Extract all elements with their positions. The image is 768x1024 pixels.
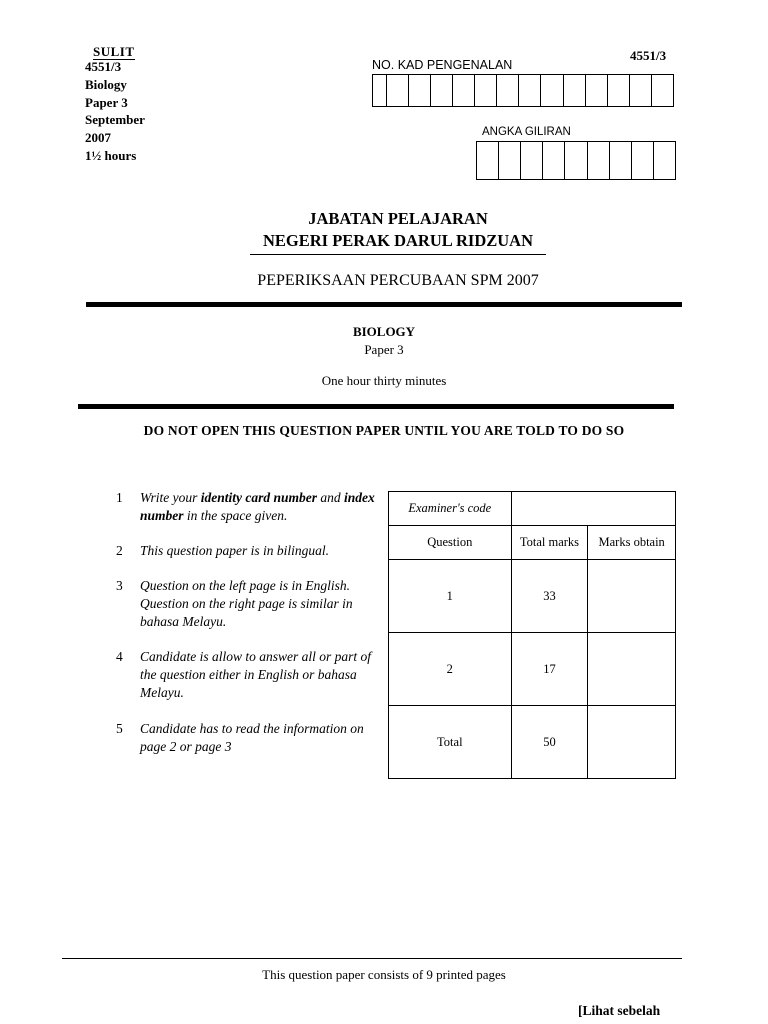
- index-digit-box[interactable]: [565, 142, 587, 179]
- instruction-text: Question on the left page is in English. Question on the right page is similar in bahasa Melayu.: [140, 578, 353, 629]
- paper-code-right: 4551/3: [630, 48, 667, 63]
- ic-digit-box[interactable]: [453, 75, 475, 106]
- column-header-marks-obtain: Marks obtain: [588, 526, 676, 560]
- subject-title: BIOLOGY: [352, 324, 416, 339]
- index-digit-box[interactable]: [588, 142, 610, 179]
- turn-over-note: [Lihat sebelah: [578, 1003, 661, 1018]
- table-row: [389, 560, 676, 633]
- ic-digit-box[interactable]: [564, 75, 586, 106]
- ic-digit-box[interactable]: [431, 75, 453, 106]
- paper-number: Paper 3: [85, 94, 128, 110]
- instruction-item: [116, 577, 376, 631]
- paper-code: 4551/3: [85, 59, 122, 74]
- instruction-text: Write your identity card number and index number in the space given.: [140, 490, 375, 523]
- table-row: [389, 633, 676, 706]
- question-number: 1: [389, 560, 512, 633]
- divider-rule-bottom: [78, 404, 674, 409]
- index-digit-box[interactable]: [477, 142, 499, 179]
- ic-digit-box[interactable]: [586, 75, 608, 106]
- ic-digit-box[interactable]: [373, 75, 387, 106]
- classification-label: SULIT: [93, 44, 135, 59]
- paper-title: Paper 3: [364, 342, 404, 357]
- index-digit-box[interactable]: [610, 142, 632, 179]
- total-marks-value: 17: [511, 633, 588, 706]
- instruction-number: 1: [116, 490, 123, 505]
- ic-digit-box[interactable]: [541, 75, 563, 106]
- index-digit-box[interactable]: [632, 142, 654, 179]
- column-header-total-marks: Total marks: [511, 526, 588, 560]
- ic-digit-box[interactable]: [409, 75, 431, 106]
- index-digit-box[interactable]: [543, 142, 565, 179]
- divider-rule-top: [86, 302, 682, 307]
- paper-meta: [85, 58, 145, 165]
- column-header-question: Question: [389, 526, 512, 560]
- subject-name: Biology: [85, 76, 127, 92]
- instruction-text: Candidate is allow to answer all or part of the question either in English or bahasa Melayu.: [140, 649, 372, 700]
- index-number-label: ANGKA GILIRAN: [482, 126, 571, 138]
- ic-digit-box[interactable]: [519, 75, 541, 106]
- total-marks-value: 50: [511, 706, 588, 779]
- question-number: Total: [389, 706, 512, 779]
- total-marks-value: 33: [511, 560, 588, 633]
- instruction-text: Candidate has to read the information on page 2 or page 3: [140, 721, 364, 754]
- exam-month: September: [85, 112, 145, 128]
- question-number: 2: [389, 633, 512, 706]
- marks-obtained-field[interactable]: [588, 633, 676, 706]
- examiner-code-label: Examiner's code: [389, 492, 512, 526]
- instruction-number: 3: [116, 578, 123, 593]
- instruction-item: [116, 542, 376, 560]
- table-row: [389, 706, 676, 779]
- ic-digit-box[interactable]: [652, 75, 673, 106]
- department-line-1: JABATAN PELAJARAN: [308, 209, 488, 228]
- instruction-text: This question paper is in bilingual.: [140, 543, 330, 558]
- marks-table: [388, 491, 676, 779]
- instruction-item: [116, 489, 376, 525]
- index-digit-box[interactable]: [654, 142, 675, 179]
- marks-obtained-field[interactable]: [588, 560, 676, 633]
- examiner-code-field[interactable]: [511, 492, 675, 526]
- department-line-2: NEGERI PERAK DARUL RIDZUAN: [250, 231, 546, 255]
- index-digit-box[interactable]: [499, 142, 521, 179]
- marks-obtained-field[interactable]: [588, 706, 676, 779]
- footer-rule: [62, 958, 682, 959]
- ic-digit-box[interactable]: [630, 75, 652, 106]
- duration-text: One hour thirty minutes: [321, 373, 447, 388]
- index-number-field[interactable]: [476, 141, 676, 180]
- ic-number-label: NO. KAD PENGENALAN: [372, 58, 513, 72]
- instruction-number: 5: [116, 721, 123, 736]
- ic-digit-box[interactable]: [387, 75, 409, 106]
- exam-duration: 1½ hours: [85, 147, 137, 163]
- instruction-number: 4: [116, 649, 123, 664]
- ic-digit-box[interactable]: [475, 75, 497, 106]
- warning-notice: DO NOT OPEN THIS QUESTION PAPER UNTIL YOU ARE TOLD TO DO SO: [143, 423, 625, 438]
- instruction-item: [116, 648, 376, 702]
- exam-title: PEPERIKSAAN PERCUBAAN SPM 2007: [257, 272, 539, 289]
- ic-number-field[interactable]: [372, 74, 674, 107]
- page-count-note: This question paper consists of 9 printed pages: [262, 967, 506, 982]
- instruction-item: [116, 720, 376, 756]
- ic-digit-box[interactable]: [608, 75, 630, 106]
- ic-digit-box[interactable]: [497, 75, 519, 106]
- exam-year: 2007: [85, 130, 111, 146]
- instruction-number: 2: [116, 543, 123, 558]
- index-digit-box[interactable]: [521, 142, 543, 179]
